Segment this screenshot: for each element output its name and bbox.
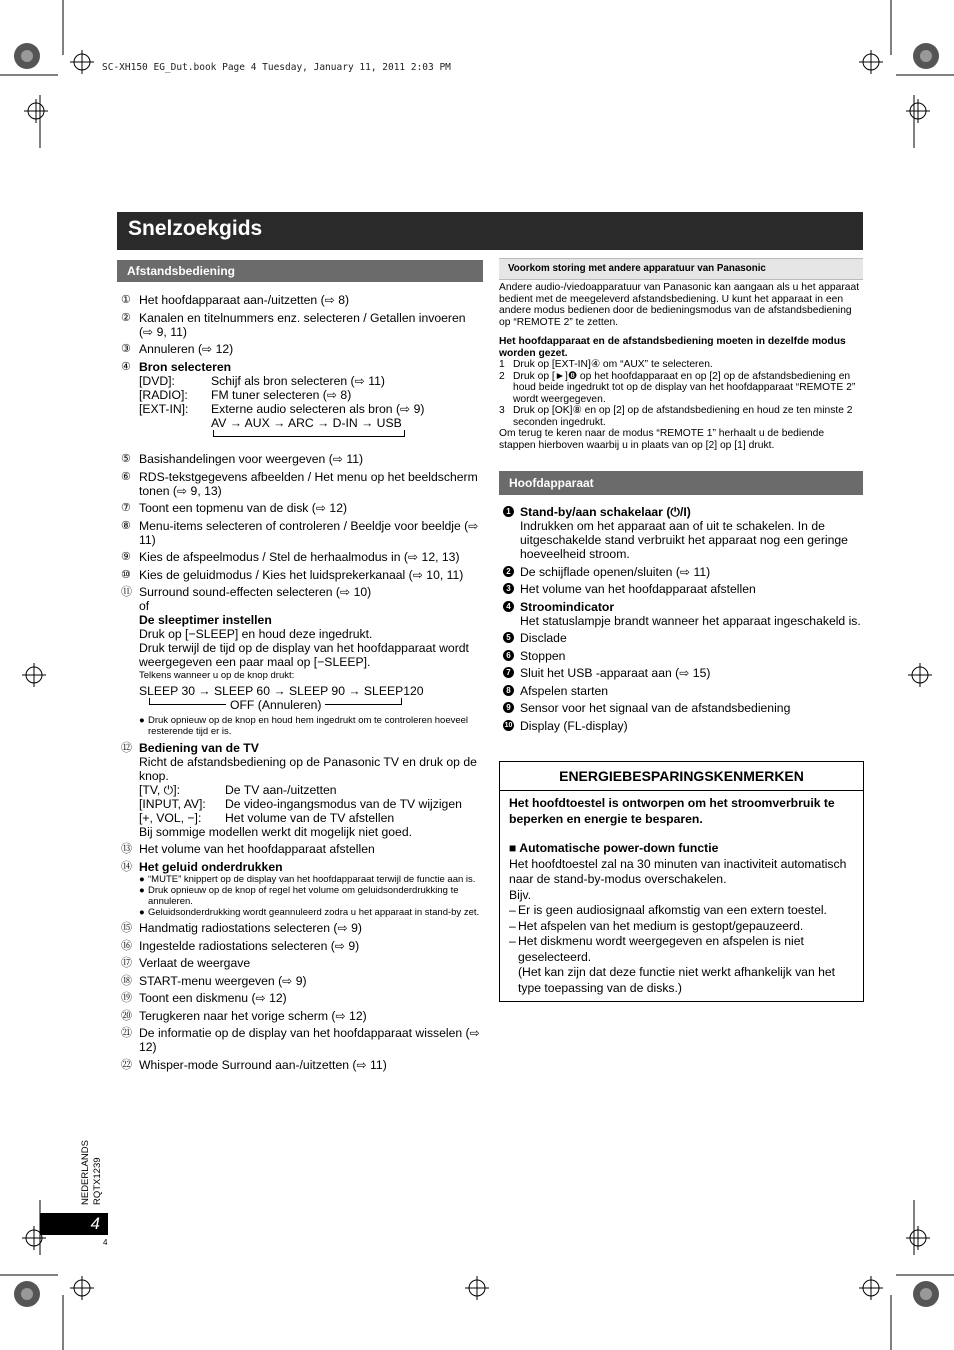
def-row	[139, 811, 483, 825]
item-number: ④	[121, 360, 131, 373]
energy-text: Het hoofdtoestel zal na 30 minuten van inactiviteit automatisch naar de stand-by-modus overschakelen.	[509, 856, 847, 886]
item-number: ⑭	[121, 860, 132, 873]
page-title-bar	[117, 212, 863, 250]
item-line: Richt de afstandsbediening op de Panasonic TV en druk op de knop.	[139, 754, 477, 783]
item-text: Het volume van het hoofdapparaat afstellen	[139, 842, 375, 856]
item-line: Druk terwijl de tijd op de display van het hoofdapparaat wordt weergegeven een paar maal op [−SLEEP].	[139, 641, 469, 669]
list-item	[503, 701, 863, 715]
page-number-small: 4	[103, 1238, 108, 1247]
def-row	[139, 402, 483, 416]
def-row	[139, 797, 483, 811]
item-text: Surround sound-effecten selecteren (⇨ 10)	[139, 585, 372, 599]
list-item	[121, 1009, 483, 1023]
page-title: Snelzoekgids	[128, 217, 263, 240]
list-item	[121, 360, 483, 449]
warning-body	[499, 282, 863, 451]
list-item	[121, 939, 483, 953]
item-number: ⑳	[121, 1009, 132, 1022]
def-row	[139, 374, 483, 388]
item-text: Handmatig radiostations selecteren (⇨ 9)	[139, 921, 362, 935]
item-number: ①	[121, 294, 131, 306]
item-text: Verlaat de weergave	[139, 956, 251, 970]
list-item	[121, 741, 483, 839]
item-title: Stroomindicator	[520, 599, 615, 614]
item-title: Het geluid onderdrukken	[139, 859, 283, 874]
list-item	[121, 585, 483, 737]
step-text: Druk op [EXT-IN]④ om “AUX” te selecteren.	[513, 359, 713, 370]
model-code: RQTX1239	[92, 1157, 103, 1205]
energy-heading: ENERGIEBESPARINGSKENMERKEN	[500, 762, 863, 791]
def-value: FM tuner selecteren (⇨ 8)	[211, 387, 352, 402]
def-row	[139, 388, 483, 402]
list-item	[121, 1026, 483, 1054]
item-number: 9	[503, 702, 514, 713]
list-item	[121, 311, 483, 339]
dash-text: Het afspelen van het medium is gestopt/gepauzeerd.	[518, 918, 804, 933]
step-text: Druk op [►]❽ op het hoofdapparaat en op [2] op de afstandsbediening en houd beide ingedrukt tot op de display van het hoofdapparaat “REMOTE 2” wordt weergegeven.	[513, 370, 856, 405]
list-item	[503, 582, 863, 596]
list-item	[121, 921, 483, 935]
item-text: Whisper-mode Surround aan-/uitzetten (⇨ 11)	[139, 1057, 387, 1072]
warning-heading	[499, 258, 863, 280]
warning-step	[499, 371, 863, 406]
main-unit-list	[503, 505, 863, 736]
item-text: Annuleren (⇨ 12)	[139, 342, 234, 356]
step-number: 1	[499, 359, 505, 370]
list-item	[121, 501, 483, 515]
item-text: Het volume van het hoofdapparaat afstellen	[520, 582, 756, 596]
bullet: ● Geluidsonderdrukking wordt geannuleerd zodra u het apparaat in stand-by zet.	[139, 906, 480, 918]
item-number: 3	[503, 583, 514, 594]
item-number: ⑯	[121, 939, 132, 952]
item-number: ⑲	[121, 992, 132, 1004]
def-key: [INPUT, AV]:	[139, 796, 206, 811]
def-key: [EXT-IN]:	[139, 401, 189, 416]
item-number: 5	[503, 632, 514, 643]
list-item	[121, 470, 483, 498]
warning-heading-label: Voorkom storing met andere apparatuur van Panasonic	[508, 263, 766, 274]
list-item	[121, 293, 483, 307]
sleep-flow: SLEEP 30 → SLEEP 60 → SLEEP 90 → SLEEP120	[139, 684, 424, 698]
list-item	[503, 649, 863, 663]
item-number: ⑨	[121, 551, 131, 563]
item-or: of	[139, 599, 150, 613]
list-item	[121, 519, 483, 547]
item-number: ③	[121, 343, 131, 355]
item-number: ②	[121, 311, 131, 324]
item-text: Display (FL-display)	[520, 718, 628, 733]
item-text: Basishandelingen voor weergeven (⇨ 11)	[139, 452, 364, 466]
item-text: Sensor voor het signaal van de afstandsbediening	[520, 701, 791, 715]
item-number: ㉑	[121, 1027, 132, 1039]
list-item	[503, 505, 863, 561]
item-text: Afspelen starten	[520, 683, 609, 698]
side-label	[80, 1140, 104, 1205]
energy-bold: Het hoofdtoestel is ontworpen om het stroomverbruik te beperken en energie te besparen.	[509, 796, 835, 826]
item-text: Het hoofdapparaat aan-/uitzetten (⇨ 8)	[139, 293, 350, 307]
loop-arrow	[213, 430, 405, 437]
list-item	[121, 568, 483, 582]
energy-eg: Bijv.	[509, 887, 532, 902]
page-number-box	[40, 1213, 108, 1235]
list-item	[121, 550, 483, 564]
remote-list	[121, 293, 483, 1075]
bullet-text: Geluidsonderdrukking wordt geannuleerd zodra u het apparaat in stand-by zet.	[148, 906, 480, 918]
loop-arrow	[325, 698, 402, 705]
list-item	[121, 842, 483, 856]
list-item	[503, 631, 863, 645]
item-line: Bij sommige modellen werkt dit mogelijk niet goed.	[139, 824, 412, 839]
section-remote-heading	[117, 260, 483, 282]
item-text: Terugkeren naar het vorige scherm (⇨ 12)	[139, 1008, 367, 1023]
item-title: De sleeptimer instellen	[139, 613, 272, 627]
section-remote-label: Afstandsbediening	[127, 264, 236, 278]
item-number: 6	[503, 650, 514, 661]
item-text: Disclade	[520, 631, 567, 645]
energy-subheading: ■ Automatische power-down functie	[509, 841, 719, 855]
warning-bold: Het hoofdapparaat en de afstandsbediening moeten in dezelfde modus worden gezet.	[499, 336, 846, 359]
item-title: Bron selecteren	[139, 359, 232, 374]
item-text: RDS-tekstgegevens afbeelden / Het menu op het beeldscherm tonen (⇨ 9, 13)	[139, 469, 478, 498]
list-item	[121, 342, 483, 356]
list-item	[121, 974, 483, 988]
item-number: 10	[504, 721, 513, 729]
sleep-loop	[139, 698, 483, 712]
bullet: ● “MUTE” knippert op de display van het hoofdapparaat terwijl de functie aan is.	[139, 873, 476, 885]
def-key: [DVD]:	[139, 373, 175, 388]
def-row	[139, 783, 483, 797]
item-number: 4	[503, 601, 514, 612]
energy-note: (Het kan zijn dat deze functie niet werkt afhankelijk van het type toepassing van de disks.)	[518, 965, 836, 995]
dash-text: Het diskmenu wordt weergegeven en afspelen is niet geselecteerd.	[518, 934, 804, 964]
item-number: ⑧	[121, 519, 131, 532]
sleep-off: OFF (Annuleren)	[230, 698, 322, 712]
item-text: Toont een topmenu van de disk (⇨ 12)	[139, 501, 348, 515]
item-text: Toont een diskmenu (⇨ 12)	[139, 991, 287, 1005]
item-number: 2	[503, 566, 514, 577]
item-number: 8	[503, 685, 514, 696]
loop-arrow	[149, 698, 226, 705]
item-text: Stoppen	[520, 648, 566, 663]
item-number: ⑱	[121, 974, 132, 987]
item-text: Kies de geluidmodus / Kies het luidsprekerkanaal (⇨ 10, 11)	[139, 567, 464, 582]
item-text: De informatie op de display van het hoofdapparaat wisselen (⇨ 12)	[139, 1026, 480, 1054]
dash-item: – Er is geen audiosignaal afkomstig van een extern toestel.	[509, 903, 827, 917]
item-line: Druk op [−SLEEP] en houd deze ingedrukt.	[139, 627, 373, 641]
item-small: Telkens wanneer u op de knop drukt:	[139, 670, 295, 681]
item-number: ⑪	[121, 586, 132, 598]
bullet-text: Druk opnieuw op de knop en houd hem ingedrukt om te controleren hoeveel resterende tijd er is.	[148, 715, 469, 737]
bullet-text: “MUTE” knippert op de display van het hoofdapparaat terwijl de functie aan is.	[148, 873, 476, 885]
section-main-unit-heading	[499, 471, 863, 495]
list-item	[503, 565, 863, 579]
bullet: ● Druk opnieuw op de knop en houd hem ingedrukt om te controleren hoeveel resterende tijd er is.	[139, 715, 483, 737]
item-title: Stand-by/aan schakelaar (⏻/I)	[520, 505, 691, 519]
def-key: [TV, ⏻]:	[139, 782, 181, 797]
item-text: Menu-items selecteren of controleren / Beeldje voor beeldje (⇨ 11)	[139, 518, 479, 547]
step-text: Druk op [OK]⑧ en op [2] op de afstandsbediening en houd ze ten minste 2 seconden ingedrukt.	[513, 405, 853, 428]
dash-item: – Het afspelen van het medium is gestopt/gepauzeerd.	[509, 918, 804, 933]
list-item	[503, 666, 863, 680]
item-text: Sluit het USB -apparaat aan (⇨ 15)	[520, 666, 711, 680]
bullet: ● Druk opnieuw op de knop of regel het volume om geluidsonderdrukking te annuleren.	[139, 885, 483, 907]
item-number: 1	[503, 506, 514, 517]
def-key: [RADIO]:	[139, 387, 188, 402]
item-number: ⑮	[121, 922, 132, 934]
item-text: Ingestelde radiostations selecteren (⇨ 9)	[139, 938, 360, 953]
energy-box	[499, 761, 864, 1002]
page-number: 4	[90, 1214, 100, 1233]
warning-intro: Andere audio-/viedoapparatuur van Panasonic kan aangaan als u het apparaat bedient met de meegeleverd afstandsbediening. U kunt het apparaat in een andere modus bedienen door de bedieningsmodus van de afstandsbediening op “REMOTE 2” te zetten.	[499, 282, 860, 328]
def-value: Externe audio selecteren als bron (⇨ 9)	[211, 401, 425, 416]
language-label: NEDERLANDS	[80, 1140, 91, 1205]
item-number: ⑦	[121, 502, 131, 514]
dash-item: – Het diskmenu wordt weergegeven en afspelen is niet geselecteerd.	[509, 934, 855, 965]
item-title: Bediening van de TV	[139, 740, 259, 755]
item-number: ⑥	[121, 470, 131, 483]
list-item	[503, 684, 863, 698]
list-item	[121, 956, 483, 970]
source-flow: AV → AUX → ARC → D-IN → USB	[211, 415, 402, 430]
def-value: Het volume van de TV afstellen	[225, 810, 395, 825]
step-number: 2	[499, 370, 505, 382]
warning-outro: Om terug te keren naar de modus “REMOTE 1” herhaalt u de bediende stappen hierboven waarbij u in plaats van op [2] op [1] drukt.	[499, 428, 825, 451]
item-number: ⑩	[121, 568, 131, 581]
book-info-line: SC-XH150 EG_Dut.book Page 4 Tuesday, January 11, 2011 2:03 PM	[102, 62, 451, 73]
item-number: ⑰	[121, 957, 132, 969]
list-item	[121, 860, 483, 918]
list-item	[503, 600, 863, 628]
dash-text: Er is geen audiosignaal afkomstig van een extern toestel.	[518, 903, 827, 917]
item-number: ㉒	[121, 1058, 132, 1071]
list-item	[503, 719, 863, 733]
item-number: ⑫	[121, 741, 132, 754]
def-value: Schijf als bron selecteren (⇨ 11)	[211, 373, 385, 388]
item-text: Kies de afspeelmodus / Stel de herhaalmodus in (⇨ 12, 13)	[139, 550, 460, 564]
warning-step	[499, 405, 863, 428]
item-text: START-menu weergeven (⇨ 9)	[139, 973, 307, 988]
list-item	[121, 452, 483, 466]
item-number: ⑬	[121, 843, 132, 855]
item-number: ⑤	[121, 453, 131, 465]
section-main-unit-label: Hoofdapparaat	[509, 476, 594, 490]
list-item	[121, 991, 483, 1005]
def-value: De TV aan-/uitzetten	[225, 782, 337, 797]
def-value: De video-ingangsmodus van de TV wijzigen	[225, 796, 462, 811]
warning-step	[499, 359, 863, 371]
list-item	[121, 1058, 483, 1072]
item-text: De schijflade openen/sluiten (⇨ 11)	[520, 564, 711, 579]
def-key: [+, VOL, −]:	[139, 810, 202, 825]
bullet-text: Druk opnieuw op de knop of regel het volume om geluidsonderdrukking te annuleren.	[148, 884, 459, 907]
item-text: Het statuslampje brandt wanneer het apparaat ingeschakeld is.	[520, 613, 861, 628]
item-text: Kanalen en titelnummers enz. selecteren / Getallen invoeren (⇨ 9, 11)	[139, 310, 466, 339]
item-number: 7	[503, 667, 514, 678]
step-number: 3	[499, 405, 505, 416]
item-text: Indrukken om het apparaat aan of uit te schakelen. In de uitgeschakelde stand verbruikt het apparaat nog een geringe hoeveelheid stroom.	[520, 519, 848, 561]
